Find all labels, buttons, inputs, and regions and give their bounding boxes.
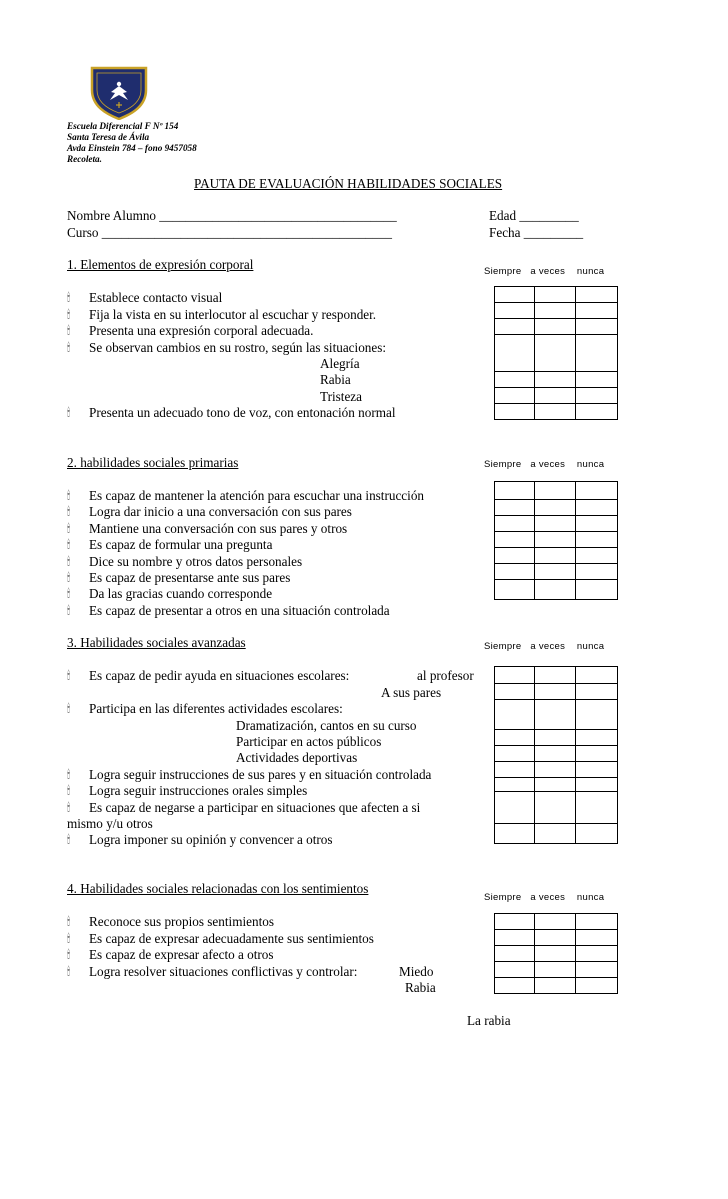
rating-cell[interactable] [535,548,576,564]
col-siempre: Siempre [484,892,522,903]
bullet-icon: 🕯 [67,291,71,304]
rating-cell[interactable] [535,730,576,746]
section-1-column-headers [484,266,604,277]
rating-cell[interactable] [576,287,618,303]
rating-cell[interactable] [535,930,576,946]
rating-cell[interactable] [535,762,576,778]
rating-cell[interactable] [535,746,576,762]
rating-cell[interactable] [576,516,618,532]
rating-cell[interactable] [495,319,535,335]
item-line: Mantiene una conversación con sus pares y otros [89,521,348,536]
rating-cell[interactable] [535,824,576,844]
bullet-icon: 🕯 [67,669,71,682]
rating-cell[interactable] [576,930,618,946]
section-2-rating-grid [494,481,618,600]
col-a-veces: a veces [530,641,566,652]
rating-cell[interactable] [535,914,576,930]
col-siempre: Siempre [484,266,522,277]
school-logo [84,64,154,120]
school-address: Avda Einstein 784 – fono 9457058 [67,143,197,153]
rating-cell[interactable] [535,319,576,335]
bullet-icon: 🕯 [67,801,71,814]
bullet-icon: 🕯 [67,587,71,600]
bullet-icon: 🕯 [67,784,71,797]
bullet-icon: 🕯 [67,538,71,551]
rating-cell[interactable] [576,824,618,844]
section-4-rating-grid [494,913,618,994]
bullet-icon: 🕯 [67,833,71,846]
rating-cell[interactable] [495,335,535,372]
rating-cell[interactable] [576,580,618,600]
col-siempre: Siempre [484,641,522,652]
school-name: Escuela Diferencial F Nº 154 [67,121,179,131]
rating-cell[interactable] [535,287,576,303]
rating-cell[interactable] [576,730,618,746]
section-2-column-headers [484,459,604,470]
rating-cell[interactable] [576,564,618,580]
item-line: Es capaz de presentarse ante sus pares [89,570,291,585]
rating-cell[interactable] [495,548,535,564]
rating-cell[interactable] [495,978,535,994]
rating-cell[interactable] [535,335,576,372]
rating-cell[interactable] [576,684,618,700]
item-line: Logra imponer su opinión y convencer a otros [89,832,333,847]
rating-cell[interactable] [495,303,535,319]
bullet-icon: 🕯 [67,948,71,961]
col-siempre: Siempre [484,459,522,470]
item-subline: A sus pares [381,685,442,700]
bullet-icon: 🕯 [67,702,71,715]
rating-cell[interactable] [495,287,535,303]
rating-cell[interactable] [576,532,618,548]
rating-cell[interactable] [535,580,576,600]
rating-cell[interactable] [535,372,576,388]
section-1-heading: 1. Elementos de expresión corporal [67,257,254,272]
item-subline: Miedo [399,964,434,979]
rating-cell[interactable] [576,388,618,404]
item-subline: Dramatización, cantos en su curso [236,718,417,733]
rating-cell[interactable] [576,762,618,778]
bullet-icon: 🕯 [67,571,71,584]
col-a-veces: a veces [530,459,566,470]
rating-cell[interactable] [495,388,535,404]
item-line: Fija la vista en su interlocutor al escuchar y responder. [89,307,377,322]
item-line: Es capaz de mantener la atención para escuchar una instrucción [89,488,425,503]
nombre-field[interactable]: Nombre Alumno ____________________________________ [67,208,397,223]
bullet-icon: 🕯 [67,604,71,617]
item-line: Logra seguir instrucciones de sus pares y en situación controlada [89,767,432,782]
rating-cell[interactable] [535,978,576,994]
rating-cell[interactable] [535,962,576,978]
edad-field[interactable]: Edad _________ [489,208,579,223]
item-line: Es capaz de expresar adecuadamente sus sentimientos [89,931,374,946]
rating-cell[interactable] [495,564,535,580]
page-title: PAUTA DE EVALUACIÓN HABILIDADES SOCIALES [194,176,503,191]
rating-cell[interactable] [535,388,576,404]
rating-cell[interactable] [535,303,576,319]
item-line: Reconoce sus propios sentimientos [89,914,274,929]
rating-cell[interactable] [495,792,535,824]
rating-cell[interactable] [576,914,618,930]
section-1-rating-grid [494,286,618,420]
item-line: Es capaz de expresar afecto a otros [89,947,274,962]
section-3-column-headers [484,641,604,652]
item-subline: Tristeza [320,389,363,404]
rating-cell[interactable] [535,482,576,500]
rating-cell[interactable] [576,500,618,516]
rating-cell[interactable] [576,778,618,792]
rating-cell[interactable] [495,500,535,516]
col-nunca: nunca [576,459,605,470]
section-4-heading: 4. Habilidades sociales relacionadas con los sentimientos [67,881,369,896]
bullet-icon: 🕯 [67,522,71,535]
rating-cell[interactable] [576,946,618,962]
col-nunca: nunca [576,641,605,652]
rating-cell[interactable] [535,792,576,824]
footer-text: La rabia [467,1013,511,1028]
rating-cell[interactable] [576,746,618,762]
bullet-icon: 🕯 [67,768,71,781]
item-line: Es capaz de presentar a otros en una situación controlada [89,603,390,618]
item-subline: Alegría [320,356,360,371]
item-line: Logra resolver situaciones conflictivas y controlar: [89,964,358,979]
col-nunca: nunca [576,892,605,903]
item-line: Logra seguir instrucciones orales simples [89,783,308,798]
rating-cell[interactable] [576,962,618,978]
curso-field[interactable]: Curso ____________________________________________ [67,225,392,240]
section-4-column-headers [484,892,604,903]
rating-cell[interactable] [495,580,535,600]
col-nunca: nunca [576,266,605,277]
rating-cell[interactable] [535,684,576,700]
item-subline: Rabia [320,372,351,387]
rating-cell[interactable] [495,482,535,500]
col-a-veces: a veces [530,266,566,277]
bullet-icon: 🕯 [67,406,71,419]
rating-cell[interactable] [495,372,535,388]
rating-cell[interactable] [576,372,618,388]
bullet-icon: 🕯 [67,324,71,337]
rating-cell[interactable] [495,516,535,532]
rating-cell[interactable] [495,930,535,946]
rating-cell[interactable] [495,914,535,930]
rating-cell[interactable] [535,667,576,684]
rating-cell[interactable] [495,667,535,684]
rating-cell[interactable] [576,978,618,994]
rating-cell[interactable] [576,792,618,824]
item-line: Da las gracias cuando corresponde [89,586,273,601]
rating-cell[interactable] [576,700,618,730]
item-line: Participa en las diferentes actividades escolares: [89,701,343,716]
rating-cell[interactable] [576,335,618,372]
bullet-icon: 🕯 [67,915,71,928]
section-3-rating-grid [494,666,618,844]
rating-cell[interactable] [576,667,618,684]
section-2-heading: 2. habilidades sociales primarias [67,455,239,470]
col-a-veces: a veces [530,892,566,903]
rating-cell[interactable] [495,962,535,978]
rating-cell[interactable] [495,824,535,844]
item-line-continuation: mismo y/u otros [67,816,153,831]
rating-cell[interactable] [535,404,576,420]
rating-cell[interactable] [495,762,535,778]
item-line: Presenta una expresión corporal adecuada. [89,323,314,338]
bullet-icon: 🕯 [67,932,71,945]
rating-cell[interactable] [495,700,535,730]
rating-cell[interactable] [576,303,618,319]
section-3-heading: 3. Habilidades sociales avanzadas [67,635,246,650]
rating-cell[interactable] [535,564,576,580]
fecha-field[interactable]: Fecha _________ [489,225,584,240]
item-line: Es capaz de formular una pregunta [89,537,273,552]
school-commune: Recoleta. [67,154,102,164]
rating-cell[interactable] [535,778,576,792]
rating-cell[interactable] [495,946,535,962]
item-subline: Actividades deportivas [236,750,358,765]
item-subline: al profesor [417,668,474,683]
bullet-icon: 🕯 [67,555,71,568]
rating-cell[interactable] [495,404,535,420]
rating-cell[interactable] [495,778,535,792]
rating-cell[interactable] [495,730,535,746]
item-line: Dice su nombre y otros datos personales [89,554,303,569]
bullet-icon: 🕯 [67,505,71,518]
bullet-icon: 🕯 [67,308,71,321]
item-subline: Participar en actos públicos [236,734,382,749]
rating-cell[interactable] [535,946,576,962]
bullet-icon: 🕯 [67,341,71,354]
item-line: Presenta un adecuado tono de voz, con entonación normal [89,405,396,420]
item-line: Es capaz de pedir ayuda en situaciones escolares: [89,668,350,683]
item-line: Logra dar inicio a una conversación con sus pares [89,504,352,519]
rating-cell[interactable] [576,482,618,500]
item-line: Establece contacto visual [89,290,223,305]
item-line: Se observan cambios en su rostro, según las situaciones: [89,340,387,355]
rating-cell[interactable] [576,548,618,564]
rating-cell[interactable] [535,532,576,548]
rating-cell[interactable] [535,700,576,730]
rating-cell[interactable] [576,404,618,420]
rating-cell[interactable] [495,746,535,762]
school-subtitle: Santa Teresa de Ávila [67,132,150,142]
rating-cell[interactable] [495,684,535,700]
bullet-icon: 🕯 [67,489,71,502]
rating-cell[interactable] [495,532,535,548]
item-subline: Rabia [405,980,436,995]
rating-cell[interactable] [576,319,618,335]
rating-cell[interactable] [535,516,576,532]
bullet-icon: 🕯 [67,965,71,978]
rating-cell[interactable] [535,500,576,516]
item-line: Es capaz de negarse a participar en situaciones que afecten a si [89,800,421,815]
